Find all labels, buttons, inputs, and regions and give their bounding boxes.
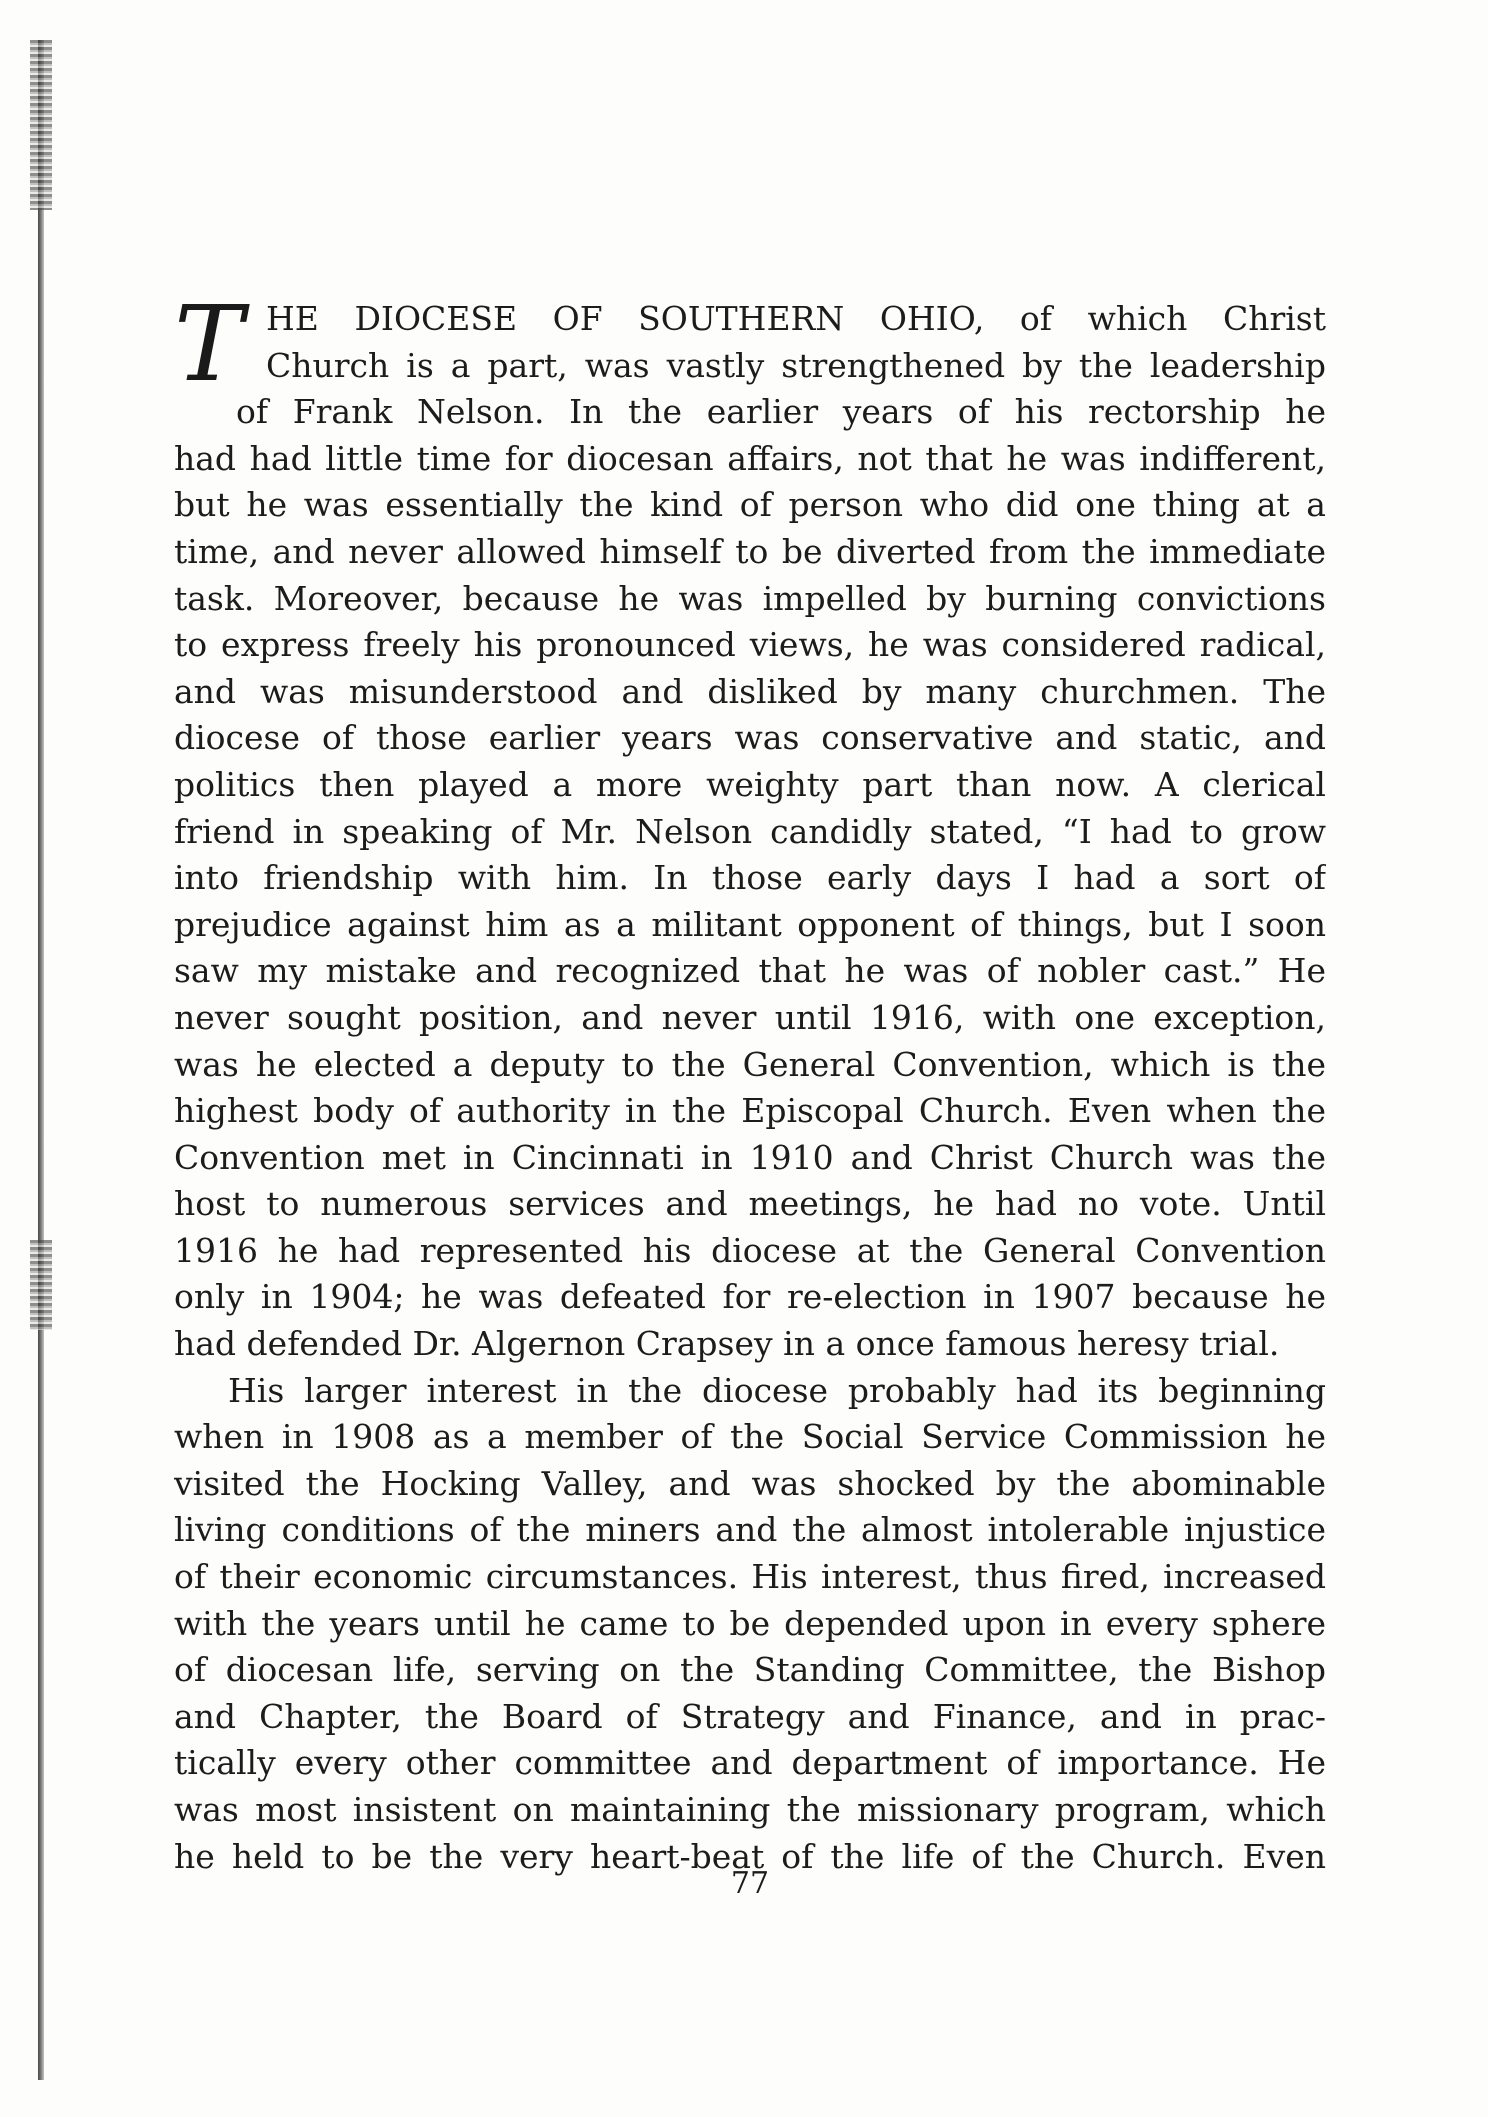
body-text (174, 283, 1326, 1880)
text-line: Church is a part, was vastly strengthened by the leadership (266, 345, 1326, 385)
text-line: of Frank Nelson. In the earlier years of his rectorship he (236, 392, 1326, 432)
text-line: never sought position, and never until 1916, with one exception, (174, 997, 1326, 1037)
binding-shadow-middle (30, 1240, 52, 1330)
text-line: diocese of those earlier years was conservative and static, and (174, 718, 1326, 758)
text-line: had had little time for diocesan affairs, not that he was indifferent, (174, 438, 1326, 478)
text-line: 1916 he had represented his diocese at the General Convention (174, 1230, 1326, 1270)
text-line: tically every other committee and department of importance. He (174, 1743, 1326, 1783)
text-line: task. Moreover, because he was impelled by burning convictions (174, 578, 1326, 618)
text-line: His larger interest in the diocese probably had its beginning (228, 1370, 1326, 1410)
text-line: friend in speaking of Mr. Nelson candidly stated, “I had to grow (174, 811, 1326, 851)
text-line: politics then played a more weighty part than now. A clerical (174, 764, 1326, 804)
text-line: into friendship with him. In those early days I had a sort of (174, 858, 1326, 898)
text-line: when in 1908 as a member of the Social Service Commission he (174, 1417, 1326, 1457)
text-line: only in 1904; he was defeated for re-election in 1907 because he (174, 1277, 1326, 1317)
text-line: but he was essentially the kind of person who did one thing at a (174, 485, 1326, 525)
text-line: Convention met in Cincinnati in 1910 and Christ Church was the (174, 1137, 1326, 1177)
text-line: visited the Hocking Valley, and was shocked by the abominable (174, 1463, 1326, 1503)
text-line: HE DIOCESE OF SOUTHERN OHIO, of which Christ (266, 299, 1326, 338)
text-line: prejudice against him as a militant opponent of things, but I soon (174, 904, 1326, 944)
binding-shadow-top (30, 40, 52, 210)
binding-edge (38, 40, 44, 2080)
text-line: saw my mistake and recognized that he was of nobler cast.” He (174, 951, 1326, 991)
text-line: had defended Dr. Algernon Crapsey in a once famous heresy trial. (174, 1324, 1280, 1364)
text-line: and Chapter, the Board of Strategy and Finance, and in prac- (174, 1696, 1326, 1736)
text-line: living conditions of the miners and the almost intolerable injustice (174, 1510, 1326, 1550)
text-line: time, and never allowed himself to be diverted from the immediate (174, 531, 1326, 571)
text-line: of their economic circumstances. His interest, thus fired, increased (174, 1557, 1326, 1597)
text-line: was most insistent on maintaining the missionary program, which (174, 1790, 1326, 1829)
text-line: he held to be the very heart-beat of the life of the Church. Even (174, 1836, 1326, 1876)
text-line: with the years until he came to be depended upon in every sphere (174, 1603, 1326, 1643)
drop-cap: T (174, 283, 244, 405)
text-line: was he elected a deputy to the General Convention, which is the (174, 1044, 1326, 1084)
page-number: 77 (730, 1866, 770, 1901)
text-line: highest body of authority in the Episcopal Church. Even when the (174, 1091, 1326, 1131)
text-line: to express freely his pronounced views, he was considered radical, (174, 625, 1326, 665)
text-line: of diocesan life, serving on the Standing Committee, the Bishop (174, 1650, 1326, 1690)
text-line: and was misunderstood and disliked by many churchmen. The (174, 671, 1326, 711)
text-line: host to numerous services and meetings, he had no vote. Until (174, 1184, 1326, 1224)
